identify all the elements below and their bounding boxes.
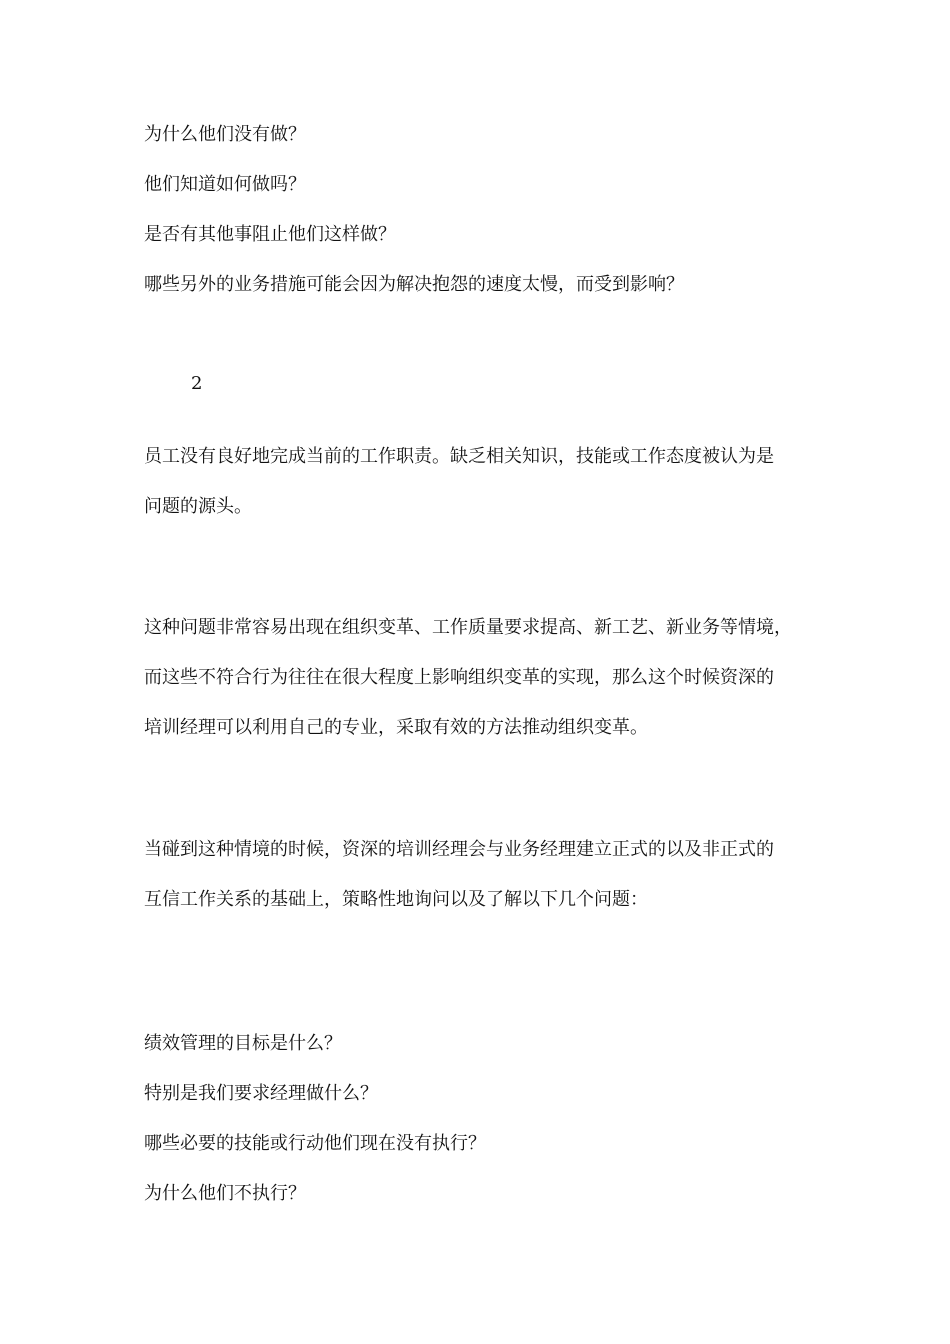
- paragraph-line: 互信工作关系的基础上，策略性地询问以及了解以下几个问题：: [144, 889, 648, 910]
- section-intro-line: 问题的源头。: [144, 496, 252, 517]
- question-line: 特别是我们要求经理做什么？: [144, 1083, 378, 1104]
- question-line: 是否有其他事阻止他们这样做？: [144, 224, 396, 245]
- question-line: 为什么他们不执行？: [144, 1183, 306, 1204]
- paragraph-line: 而这些不符合行为往往在很大程度上影响组织变革的实现，那么这个时候资深的: [144, 667, 774, 688]
- question-line: 他们知道如何做吗？: [144, 174, 306, 195]
- paragraph-line: 这种问题非常容易出现在组织变革、工作质量要求提高、新工艺、新业务等情境，: [144, 617, 792, 638]
- section-intro-line: 员工没有良好地完成当前的工作职责。缺乏相关知识，技能或工作态度被认为是: [144, 446, 774, 467]
- paragraph-line: 当碰到这种情境的时候，资深的培训经理会与业务经理建立正式的以及非正式的: [144, 839, 774, 860]
- question-line: 绩效管理的目标是什么？: [144, 1033, 342, 1054]
- question-line: 为什么他们没有做？: [144, 124, 306, 145]
- section-number: 2: [191, 373, 203, 394]
- question-line: 哪些另外的业务措施可能会因为解决抱怨的速度太慢，而受到影响？: [144, 274, 684, 295]
- paragraph-line: 培训经理可以利用自己的专业，采取有效的方法推动组织变革。: [144, 717, 648, 738]
- question-line: 哪些必要的技能或行动他们现在没有执行？: [144, 1133, 486, 1154]
